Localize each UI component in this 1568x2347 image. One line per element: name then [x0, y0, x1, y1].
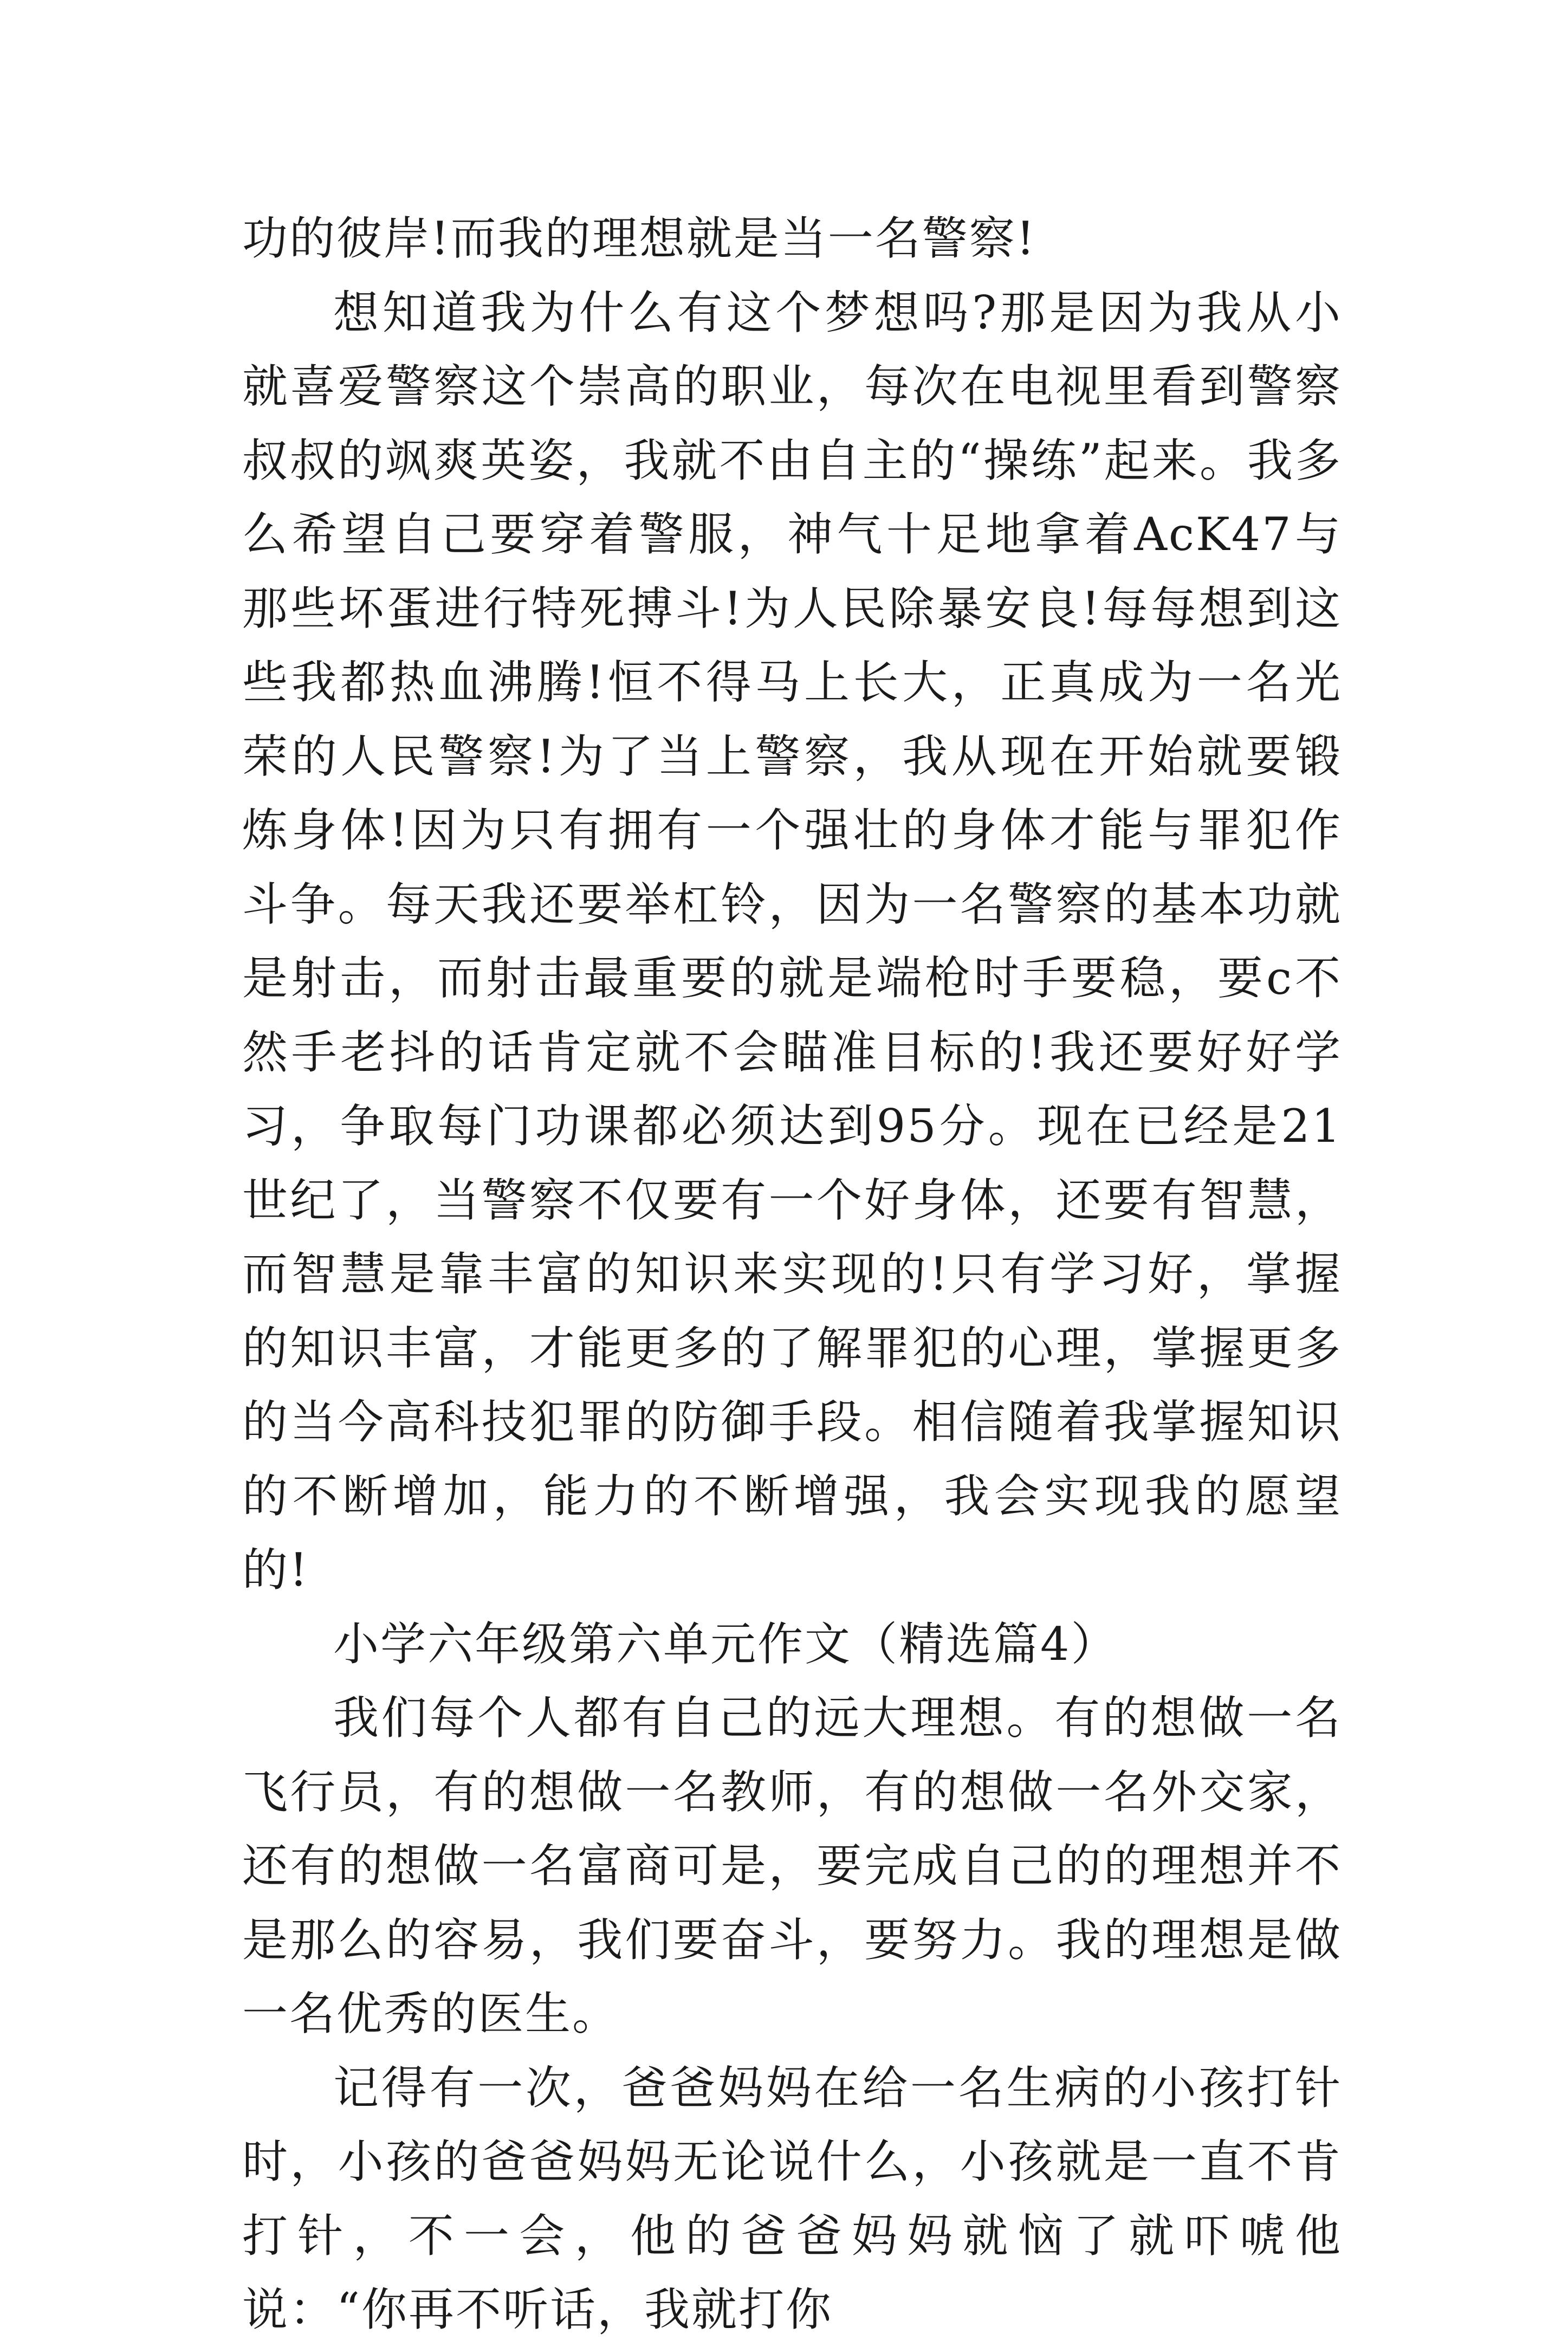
document-body	[242, 202, 1342, 2347]
paragraph-continuation: 功的彼岸!而我的理想就是当一名警察!	[242, 212, 1036, 265]
paragraph-memory: 记得有一次，爸爸妈妈在给一名生病的小孩打针时，小孩的爸爸妈妈无论说什么，小孩就是一直不肯打针，不一会，他的爸爸妈妈就恼了就吓唬他说：“你再不听话，我就打你	[242, 2061, 1342, 2336]
paragraph-police-dream: 想知道我为什么有这个梦想吗?那是因为我从小就喜爱警察这个崇高的职业，每次在电视里看到警察叔叔的飒爽英姿，我就不由自主的“操练”起来。我多么希望自己要穿着警服，神气十足地拿着AcK47与那些坏蛋进行特死搏斗!为人民除暴安良!每每想到这些我都热血沸腾!恒不得马上长大，正真成为一名光荣的人民警察!为了当上警察，我从现在开始就要锻炼身体!因为只有拥有一个强壮的身体才能与罪犯作斗争。每天我还要举杠铃，因为一名警察的基本功就是射击，而射击最重要的就是端枪时手要稳，要c不然手老抖的话肯定就不会瞄准目标的!我还要好好学习，争取每门功课都必须达到95分。现在已经是21世纪了，当警察不仅要有一个好身体，还要有智慧，而智慧是靠丰富的知识来实现的!只有学习好，掌握的知识丰富，才能更多的了解罪犯的心理，掌握更多的当今高科技犯罪的防御手段。相信随着我掌握知识的不断增加，能力的不断增强，我会实现我的愿望的!	[242, 286, 1342, 1596]
section-heading: 小学六年级第六单元作文（精选篇4）	[333, 1617, 1118, 1671]
paragraph-ideals: 我们每个人都有自己的远大理想。有的想做一名飞行员，有的想做一名教师，有的想做一名外交家，还有的想做一名富商可是，要完成自己的的理想并不是那么的容易，我们要奋斗，要努力。我的理想是做一名优秀的医生。	[242, 1691, 1342, 2040]
